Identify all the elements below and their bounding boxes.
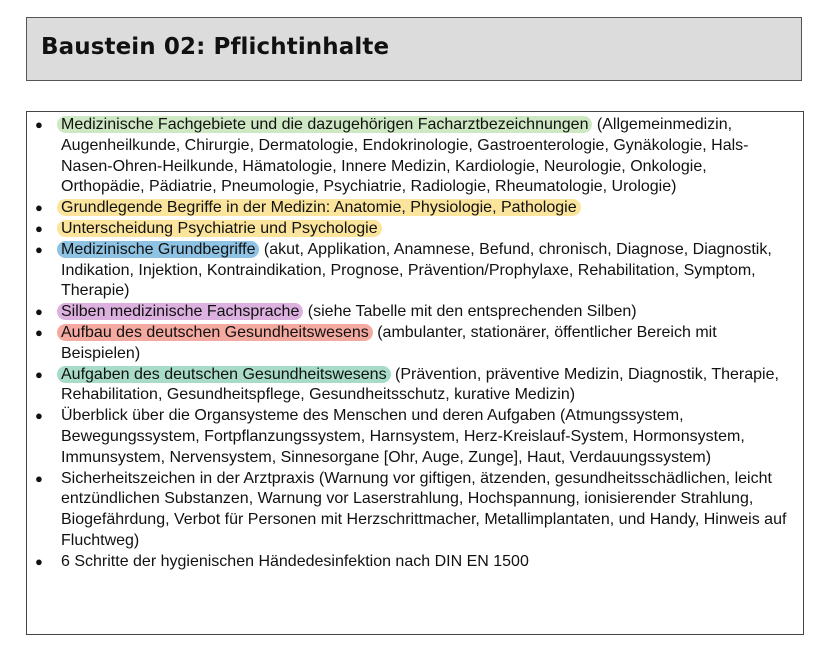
list-item [27,240,803,302]
bullet-icon: ● [35,304,43,320]
highlighted-text: Medizinische Fachgebiete und die dazugehörigen Facharztbezeichnungen [57,116,592,133]
item-detail: (Allgemeinmedizin, Augenheilkunde, Chirurgie, Dermatologie, Endokrinologie, Gastroenterologie, Gynäkologie, Hals-Nasen-Ohren-Heilkunde, Hämatologie, Innere Medizin, Kardiologie, Neurologie, Onkologie, Orthopädie, Pädiatrie, Pneumologie, Psychiatrie, Radiologie, Rheumatologie, Urologie) [61,116,749,196]
highlighted-text: Aufgaben des deutschen Gesundheitswesens [57,366,391,383]
title-box [26,17,802,81]
item-detail: (ambulanter, stationärer, öffentlicher Bereich mit Beispielen) [61,323,717,362]
item-detail: (siehe Tabelle mit den entsprechenden Silben) [303,303,637,321]
highlighted-text: Silben medizinische Fachsprache [57,303,303,320]
bullet-icon: ● [35,220,43,236]
bullet-icon: ● [35,324,43,340]
bullet-icon: ● [35,200,43,216]
highlighted-text: Unterscheidung Psychiatrie und Psychologie [57,220,382,237]
list-item [27,219,803,240]
bullet-icon: ● [35,241,43,257]
item-detail: 6 Schritte der hygienischen Händedesinfektion nach DIN EN 1500 [61,552,529,570]
bullet-icon: ● [35,117,43,132]
list-item [27,302,803,323]
item-detail: (Prävention, präventive Medizin, Diagnostik, Therapie, Rehabilitation, Gesundheitspflege, Gesundheitsschutz, kurative Medizin) [61,365,779,404]
content-box [26,111,804,635]
list-item [27,198,803,219]
list-item [27,115,803,198]
highlighted-text: Medizinische Grundbegriffe [57,241,259,258]
highlighted-text: Grundlegende Begriffe in der Medizin: Anatomie, Physiologie, Pathologie [57,199,581,216]
list-item [27,365,803,407]
bullet-icon: ● [35,553,43,569]
page-title: Baustein 02: Pflichtinhalte [41,34,390,60]
list-item [27,406,803,468]
item-detail: Sicherheitszeichen in der Arztpraxis (Warnung vor giftigen, ätzenden, gesundheitsschädlichen, leicht entzündlichen Substanzen, Warnung vor Laserstrahlung, Hochspannung, ionisierender Strahlung, Biogefährdung, Verbot für Personen mit Herzschrittmacher, Metallimplantaten, und Handy, Hinweis auf Fluchtweg) [61,469,787,549]
bullet-icon: ● [35,470,43,486]
highlighted-text: Aufbau des deutschen Gesundheitswesens [57,324,373,341]
item-detail: Überblick über die Organsysteme des Menschen und deren Aufgaben (Atmungssystem, Bewegungssystem, Fortpflanzungssystem, Harnsystem, Herz-Kreislauf-System, Hormonsystem, Immunsystem, Nervensystem, Sinnesorgane [Ohr, Auge, Zunge], Haut, Verdauungssystem) [61,407,745,466]
topic-list [27,115,803,573]
bullet-icon: ● [35,366,43,382]
list-item [27,552,803,573]
bullet-icon: ● [35,408,43,424]
item-detail: (akut, Applikation, Anamnese, Befund, chronisch, Diagnose, Diagnostik, Indikation, Injektion, Kontraindikation, Prognose, Prävention/Prophylaxe, Rehabilitation, Symptom, Therapie) [61,240,772,300]
list-item [27,469,803,552]
list-item [27,323,803,365]
